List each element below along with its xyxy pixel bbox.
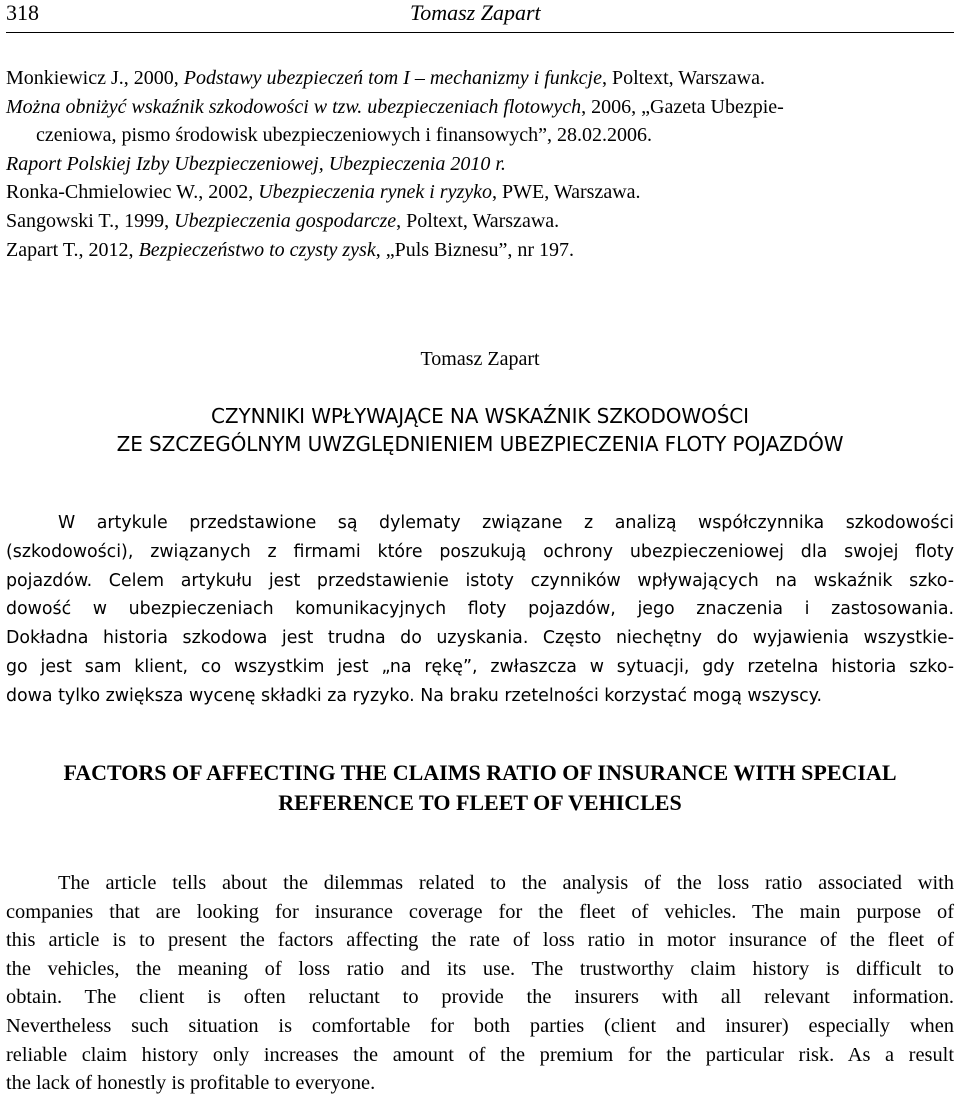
- abstract-line: W artykule przedstawione są dylematy związane z analizą współczynnika szkodowości: [58, 513, 954, 533]
- abstract-line: dowa tylko zwiększa wycenę składki za ryzyko. Na braku rzetelności korzystać mogą wszyscy.: [6, 685, 823, 706]
- reference-text: , „Puls Biznesu”, nr 197.: [375, 238, 575, 261]
- abstract-english: [6, 869, 954, 1098]
- reference-text: , Poltext, Warszawa.: [602, 67, 765, 89]
- abstract-line: (szkodowości), związanych z firmami które poszukują ochrony ubezpieczeniowej dla swojej floty: [6, 541, 954, 562]
- article-title-english: [0, 758, 960, 818]
- reference-text: Monkiewicz J., 2000,: [6, 67, 184, 89]
- reference-item: [6, 64, 956, 93]
- reference-item: [6, 178, 956, 207]
- title-line: ZE SZCZEGÓLNYM UWZGLĘDNIENIEM UBEZPIECZENIA FLOTY POJAZDÓW: [116, 432, 844, 456]
- reference-title: Ubezpieczenia rynek i ryzyko: [258, 181, 493, 204]
- abstract-line: Dokładna historia szkodowa jest trudna do uzyskania. Często niechętny do wyjawienia wszystkie-: [6, 628, 954, 649]
- abstract-line: reliable claim history only increases the amount of the premium for the particular risk. As a result: [6, 1043, 954, 1066]
- reference-text: , PWE, Warszawa.: [492, 181, 641, 204]
- abstract-line: companies that are looking for insurance coverage for the fleet of vehicles. The main purpose of: [6, 900, 954, 923]
- reference-title: Można obniżyć wskaźnik szkodowości w tzw. ubezpieczeniach flotowych: [6, 95, 582, 118]
- title-line: CZYNNIKI WPŁYWAJĄCE NA WSKAŹNIK SZKODOWOŚCI: [211, 404, 749, 428]
- reference-item: [6, 93, 956, 150]
- reference-text: Sangowski T., 1999,: [6, 209, 175, 232]
- article-title-polish: [0, 402, 960, 458]
- abstract-line: The article tells about the dilemmas related to the analysis of the loss ratio associated with: [58, 872, 954, 894]
- title-line: FACTORS OF AFFECTING THE CLAIMS RATIO OF INSURANCE WITH SPECIAL: [63, 760, 897, 785]
- page-number: 318: [6, 0, 39, 25]
- reference-title: Podstawy ubezpieczeń tom I – mechanizmy i funkcje: [183, 67, 602, 89]
- reference-text: , Poltext, Warszawa.: [396, 209, 560, 232]
- reference-continuation: czeniowa, pismo środowisk ubezpieczeniowych i finansowych”, 28.02.2006.: [36, 124, 652, 147]
- abstract-line: pojazdów. Celem artykułu jest przedstawienie istoty czynników wpływających na wskaźnik szko-: [6, 570, 954, 591]
- header-divider: [6, 32, 954, 33]
- reference-text: Zapart T., 2012,: [6, 238, 139, 261]
- reference-title: Ubezpieczenia gospodarcze: [174, 209, 397, 232]
- title-line: REFERENCE TO FLEET OF VEHICLES: [278, 790, 682, 815]
- references-list: [6, 64, 956, 264]
- abstract-line: Nevertheless such situation is comfortable for both parties (client and insurer) especially when: [6, 1014, 954, 1037]
- reference-item: [6, 150, 956, 179]
- abstract-line: the vehicles, the meaning of loss ratio and its use. The trustworthy claim history is difficult to: [6, 957, 954, 980]
- page-header: [0, 0, 960, 36]
- reference-item: [6, 207, 956, 236]
- reference-title: Bezpieczeństwo to czysty zysk: [138, 238, 376, 261]
- abstract-polish: [6, 509, 954, 711]
- abstract-line: dowość w ubezpieczeniach komunikacyjnych floty pojazdów, jego znaczenia i zastosowania.: [6, 599, 954, 620]
- running-head: Tomasz Zapart: [410, 0, 541, 25]
- abstract-line: this article is to present the factors affecting the rate of loss ratio in motor insurance of the fleet of: [6, 929, 954, 952]
- abstract-line: go jest sam klient, co wszystkim jest „na rękę”, zwłaszcza w sytuacji, gdy rzetelna historia szko-: [6, 656, 954, 677]
- reference-text: Ronka-Chmielowiec W., 2002,: [6, 181, 259, 204]
- reference-item: [6, 236, 956, 265]
- article-author: Tomasz Zapart: [420, 348, 540, 370]
- reference-text: , 2006, „Gazeta Ubezpie-: [581, 95, 784, 118]
- abstract-line: the lack of honestly is profitable to everyone.: [6, 1072, 376, 1095]
- abstract-line: obtain. The client is often reluctant to provide the insurers with all relevant information.: [6, 986, 954, 1009]
- reference-title: Raport Polskiej Izby Ubezpieczeniowej, Ubezpieczenia 2010 r.: [6, 152, 506, 175]
